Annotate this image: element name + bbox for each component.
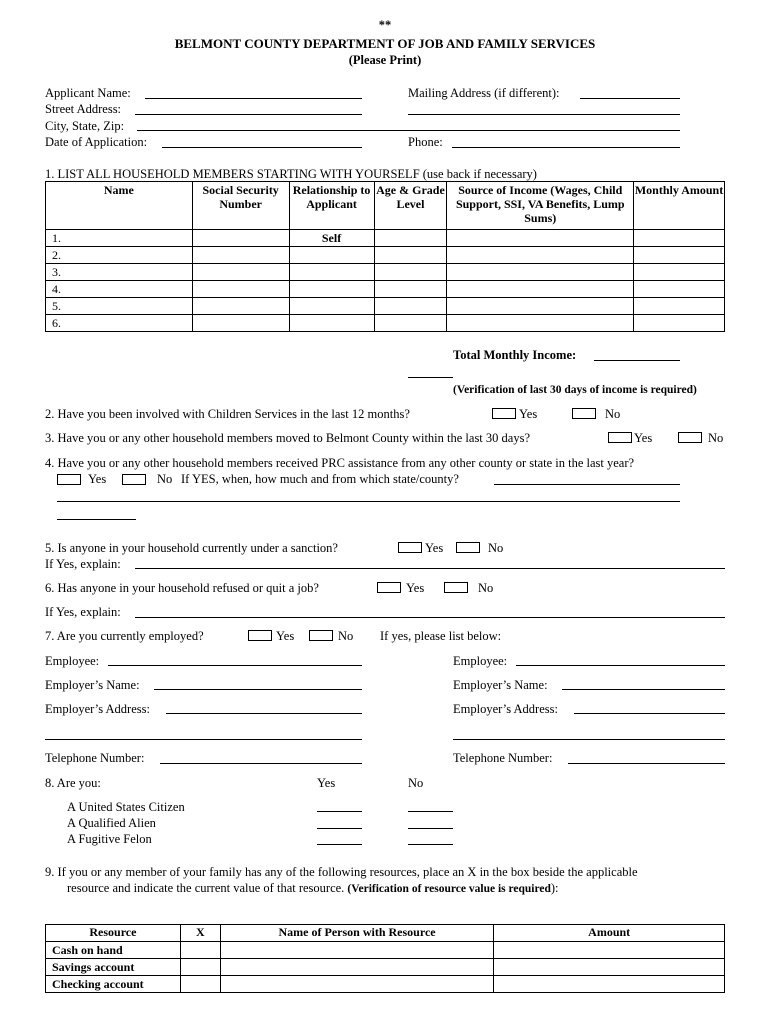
mailing-address-label: Mailing Address (if different):: [408, 86, 560, 100]
q5-explain-field[interactable]: [135, 568, 725, 569]
monthly-amount-cell[interactable]: [634, 298, 725, 315]
column-header: Source of Income (Wages, Child Support, SSI, VA Benefits, Lump Sums): [447, 182, 634, 230]
table-row: [46, 247, 725, 264]
employer-address-label-2: Employer’s Address:: [453, 702, 558, 716]
total-monthly-income-label: Total Monthly Income:: [453, 348, 577, 362]
resource-person-cell[interactable]: [220, 976, 494, 993]
ssn-cell[interactable]: [192, 281, 289, 298]
q7-no-checkbox[interactable]: [309, 630, 333, 641]
row-number: 4.: [46, 281, 193, 298]
q4-followup-label: If YES, when, how much and from which state/county?: [181, 472, 459, 486]
table-row: [46, 264, 725, 281]
employer-address-field-2[interactable]: [45, 739, 362, 740]
column-header: Resource: [46, 925, 181, 942]
employer-name-field[interactable]: [154, 689, 362, 690]
q6-yes-label: Yes: [406, 581, 425, 595]
telephone-label-2: Telephone Number:: [453, 751, 553, 765]
citizen-no-field[interactable]: [408, 811, 453, 812]
column-header: X: [180, 925, 220, 942]
phone-label: Phone:: [408, 135, 443, 149]
resource-label: Cash on hand: [46, 942, 181, 959]
qualified-alien-label: A Qualified Alien: [67, 816, 156, 830]
q3-yes-label: Yes: [634, 431, 653, 445]
mailing-address-field-2[interactable]: [408, 114, 680, 115]
q5-no-label: No: [488, 541, 504, 555]
q6-explain-label: If Yes, explain:: [45, 605, 121, 619]
q7-no-label: No: [338, 629, 354, 643]
monthly-amount-cell[interactable]: [634, 315, 725, 332]
total-monthly-income-field-2[interactable]: [408, 377, 453, 378]
employee-field-2[interactable]: [516, 665, 725, 666]
header-stars: **: [378, 18, 392, 32]
resource-label: Savings account: [46, 959, 181, 976]
table-row: [46, 942, 725, 959]
column-header: Monthly Amount: [634, 182, 725, 230]
resource-amount-cell[interactable]: [494, 976, 725, 993]
employee-label-2: Employee:: [453, 654, 508, 668]
table-row: [46, 959, 725, 976]
column-header: Relationship to Applicant: [289, 182, 374, 230]
q3-no-label: No: [708, 431, 724, 445]
telephone-label: Telephone Number:: [45, 751, 145, 765]
resource-person-cell[interactable]: [220, 959, 494, 976]
ssn-cell[interactable]: [192, 298, 289, 315]
age-cell[interactable]: [374, 315, 447, 332]
income-source-cell[interactable]: [447, 298, 634, 315]
question-7: 7. Are you currently employed?: [45, 629, 204, 643]
q6-no-checkbox[interactable]: [444, 582, 468, 593]
relationship-cell[interactable]: [289, 281, 374, 298]
row-number: 6.: [46, 315, 193, 332]
date-of-application-field[interactable]: [162, 147, 362, 148]
felon-no-field[interactable]: [408, 844, 453, 845]
age-cell[interactable]: [374, 298, 447, 315]
street-address-field[interactable]: [135, 114, 362, 115]
resource-label: Checking account: [46, 976, 181, 993]
row-number: 3.: [46, 264, 193, 281]
row-number: 1.: [46, 230, 193, 247]
resource-x-cell[interactable]: [180, 942, 220, 959]
monthly-amount-cell[interactable]: [634, 264, 725, 281]
monthly-amount-cell[interactable]: [634, 281, 725, 298]
relationship-cell[interactable]: [289, 315, 374, 332]
q5-explain-label: If Yes, explain:: [45, 557, 121, 571]
household-table: [45, 181, 725, 332]
alien-no-field[interactable]: [408, 828, 453, 829]
question-3: 3. Have you or any other household members moved to Belmont County within the last 30 days?: [45, 431, 530, 445]
q4-yes-checkbox[interactable]: [57, 474, 81, 485]
resource-person-cell[interactable]: [220, 942, 494, 959]
q6-no-label: No: [478, 581, 494, 595]
question-6: 6. Has anyone in your household refused or quit a job?: [45, 581, 319, 595]
income-source-cell[interactable]: [447, 247, 634, 264]
table-row: [46, 976, 725, 993]
q7-yes-checkbox[interactable]: [248, 630, 272, 641]
q4-yes-label: Yes: [88, 472, 107, 486]
ssn-cell[interactable]: [192, 264, 289, 281]
table-row: [46, 298, 725, 315]
q4-followup-field-2[interactable]: [57, 501, 680, 502]
q2-yes-label: Yes: [519, 407, 538, 421]
question-5: 5. Is anyone in your household currently under a sanction?: [45, 541, 338, 555]
employer-name-label: Employer’s Name:: [45, 678, 140, 692]
age-cell[interactable]: [374, 281, 447, 298]
street-address-label: Street Address:: [45, 102, 122, 116]
q5-yes-checkbox[interactable]: [398, 542, 422, 553]
ssn-cell[interactable]: [192, 230, 289, 247]
date-of-application-label: Date of Application:: [45, 135, 148, 149]
monthly-amount-cell[interactable]: [634, 230, 725, 247]
q3-no-checkbox[interactable]: [678, 432, 702, 443]
age-cell[interactable]: [374, 264, 447, 281]
column-header: Name of Person with Resource: [220, 925, 494, 942]
question-9: 9. If you or any member of your family has any of the following resources, place an X in the box beside the applicable: [45, 865, 638, 879]
resource-amount-cell[interactable]: [494, 959, 725, 976]
question-9-text: resource and indicate the current value of that resource.: [67, 881, 345, 895]
q2-yes-checkbox[interactable]: [492, 408, 516, 419]
relationship-cell: Self: [289, 230, 374, 247]
ssn-cell[interactable]: [192, 315, 289, 332]
q4-no-checkbox[interactable]: [122, 474, 146, 485]
page-subtitle: (Please Print): [348, 53, 422, 67]
employer-address-field-3[interactable]: [574, 713, 725, 714]
relationship-cell[interactable]: [289, 298, 374, 315]
question-9-line-2: [67, 881, 559, 896]
relationship-cell[interactable]: [289, 264, 374, 281]
q8-no-header: No: [408, 776, 424, 790]
q4-followup-field[interactable]: [494, 484, 680, 485]
column-header: Amount: [494, 925, 725, 942]
q2-no-label: No: [605, 407, 621, 421]
q6-explain-field[interactable]: [135, 617, 725, 618]
q4-followup-field-3[interactable]: [57, 519, 136, 520]
alien-yes-field[interactable]: [317, 828, 362, 829]
city-state-zip-label: City, State, Zip:: [45, 119, 125, 133]
resources-table: [45, 924, 725, 993]
table-row: [46, 230, 725, 247]
employer-name-field-2[interactable]: [562, 689, 725, 690]
age-cell[interactable]: [374, 247, 447, 264]
age-cell[interactable]: [374, 230, 447, 247]
row-number: 5.: [46, 298, 193, 315]
employee-label: Employee:: [45, 654, 100, 668]
table-row: [46, 281, 725, 298]
resource-amount-cell[interactable]: [494, 942, 725, 959]
income-source-cell[interactable]: [447, 264, 634, 281]
q5-yes-label: Yes: [425, 541, 444, 555]
total-monthly-income-field[interactable]: [594, 360, 680, 361]
mailing-address-field[interactable]: [580, 98, 680, 99]
income-verification-note: (Verification of last 30 days of income is required): [453, 384, 697, 396]
q7-list-label: If yes, please list below:: [380, 629, 502, 643]
citizen-yes-field[interactable]: [317, 811, 362, 812]
applicant-name-field[interactable]: [145, 98, 362, 99]
income-source-cell[interactable]: [447, 281, 634, 298]
question-8: 8. Are you:: [45, 776, 101, 790]
city-state-zip-field[interactable]: [137, 130, 680, 131]
employer-name-label-2: Employer’s Name:: [453, 678, 548, 692]
q4-no-label: No: [157, 472, 173, 486]
q7-yes-label: Yes: [276, 629, 295, 643]
phone-field[interactable]: [452, 147, 680, 148]
resource-x-cell[interactable]: [180, 959, 220, 976]
citizen-label: A United States Citizen: [67, 800, 185, 814]
applicant-name-label: Applicant Name:: [45, 86, 131, 100]
ssn-cell[interactable]: [192, 247, 289, 264]
question-2: 2. Have you been involved with Children Services in the last 12 months?: [45, 407, 410, 421]
row-number: 2.: [46, 247, 193, 264]
q2-no-checkbox[interactable]: [572, 408, 596, 419]
column-header: Name: [46, 182, 193, 230]
telephone-field-2[interactable]: [568, 763, 725, 764]
question-9-end: ):: [550, 881, 559, 895]
relationship-cell[interactable]: [289, 247, 374, 264]
resource-x-cell[interactable]: [180, 976, 220, 993]
felon-yes-field[interactable]: [317, 844, 362, 845]
employee-field[interactable]: [108, 665, 362, 666]
employer-address-field[interactable]: [166, 713, 362, 714]
q5-no-checkbox[interactable]: [456, 542, 480, 553]
income-source-cell[interactable]: [447, 230, 634, 247]
q6-yes-checkbox[interactable]: [377, 582, 401, 593]
income-source-cell[interactable]: [447, 315, 634, 332]
household-heading: 1. LIST ALL HOUSEHOLD MEMBERS STARTING WITH YOURSELF (use back if necessary): [45, 167, 537, 181]
q8-yes-header: Yes: [317, 776, 336, 790]
column-header: Social Security Number: [192, 182, 289, 230]
employer-address-field-4[interactable]: [453, 739, 725, 740]
page-title: BELMONT COUNTY DEPARTMENT OF JOB AND FAMILY SERVICES: [174, 36, 596, 51]
monthly-amount-cell[interactable]: [634, 247, 725, 264]
employer-address-label: Employer’s Address:: [45, 702, 150, 716]
column-header: Age & Grade Level: [374, 182, 447, 230]
resource-verification-note: (Verification of resource value is required: [347, 883, 551, 895]
fugitive-felon-label: A Fugitive Felon: [67, 832, 152, 846]
table-row: [46, 315, 725, 332]
q3-yes-checkbox[interactable]: [608, 432, 632, 443]
telephone-field[interactable]: [160, 763, 362, 764]
question-4: 4. Have you or any other household members received PRC assistance from any other county or state in the last year?: [45, 456, 635, 470]
